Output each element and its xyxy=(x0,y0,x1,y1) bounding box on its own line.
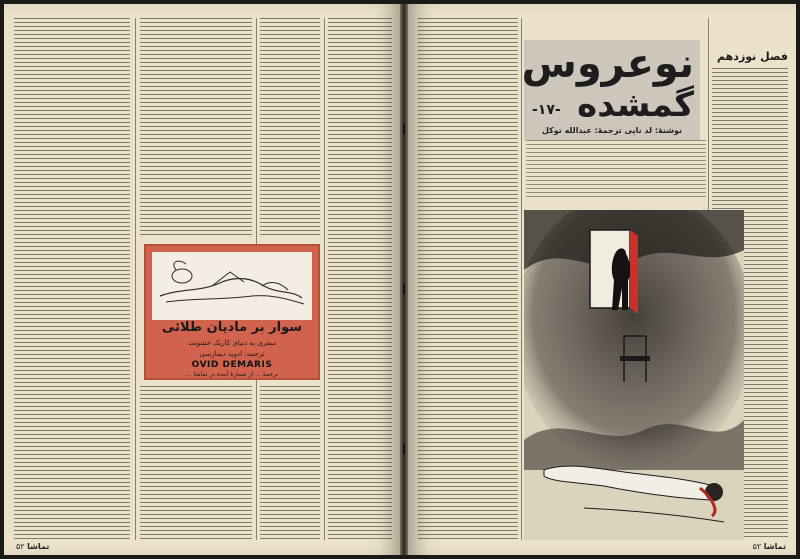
text-column xyxy=(418,18,518,540)
folio-brand: تماشا xyxy=(763,542,786,551)
left-folio xyxy=(16,542,49,551)
chapter-heading: فصل نوزدهم xyxy=(717,50,788,63)
text-column xyxy=(260,18,320,238)
book-advertisement xyxy=(144,244,320,380)
byline: نوشتهٔ: لد ناپی ترجمهٔ: عبدالله توکل xyxy=(541,126,683,135)
magazine-spread xyxy=(4,4,796,555)
ad-translator: ترجمه: ادوید دیمارسی xyxy=(199,350,265,358)
ad-note: ترجمهٔ ... از شمارهٔ آینده در تماشا ... xyxy=(186,371,278,378)
story-title-line2: گمشده xyxy=(577,85,694,125)
story-illustration xyxy=(524,210,744,540)
story-title-block xyxy=(521,40,700,140)
text-column xyxy=(14,18,130,540)
ad-subtitle: سفری به دنیای کاریک خشونت xyxy=(187,339,277,347)
binding-gutter xyxy=(400,4,408,555)
folio-number: ۵۲ xyxy=(16,542,25,551)
left-page xyxy=(4,4,400,555)
right-folio xyxy=(753,542,786,551)
text-column xyxy=(140,18,252,238)
ad-title: سوار بر مادیان طلائی xyxy=(161,320,303,335)
text-column xyxy=(328,18,392,540)
right-page xyxy=(408,4,796,555)
ad-author: OVID DEMARIS xyxy=(191,360,273,370)
summary-text xyxy=(526,140,706,200)
text-column xyxy=(140,386,252,540)
story-title: نوعروس xyxy=(521,41,694,87)
episode-number: -۱۷- xyxy=(532,102,561,118)
folio-brand: تماشا xyxy=(27,542,50,551)
folio-number: ۵۲ xyxy=(752,542,762,551)
text-column xyxy=(260,386,320,540)
ad-illustration xyxy=(152,252,312,320)
